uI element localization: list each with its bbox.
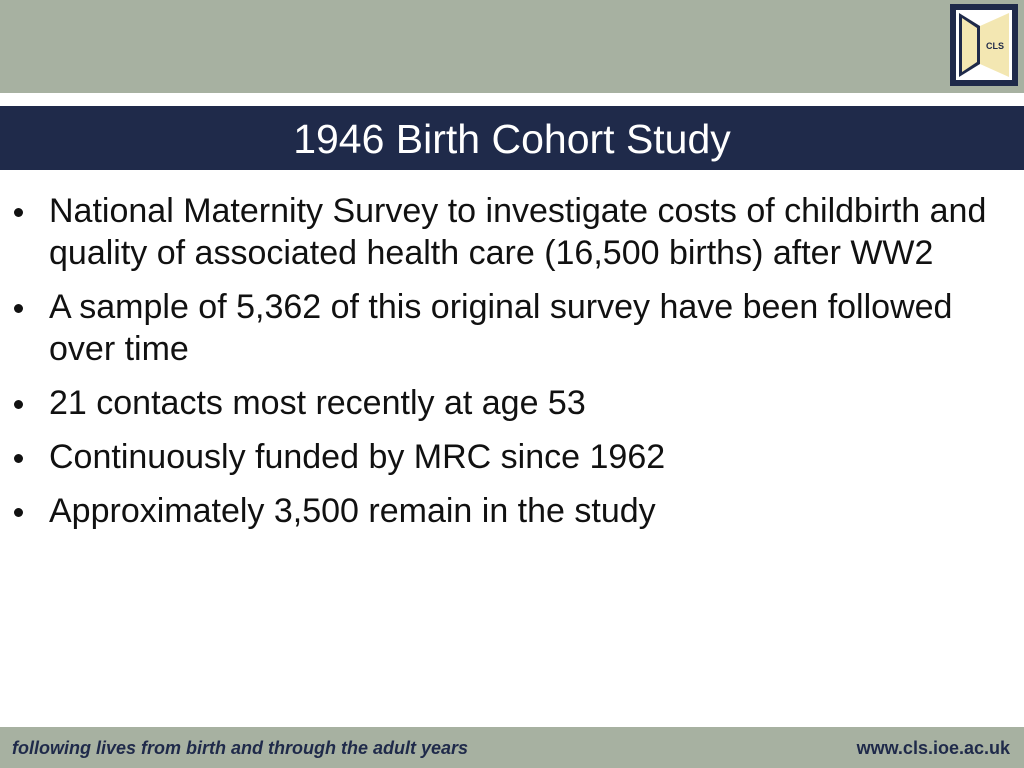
footer-band xyxy=(0,727,1024,768)
bullet-list xyxy=(0,190,1024,544)
bullet-item xyxy=(0,286,1024,370)
bullet-text: National Maternity Survey to investigate costs of childbirth and quality of associated health care (16,500 births) after WW2 xyxy=(49,192,987,272)
bullet-text: 21 contacts most recently at age 53 xyxy=(49,384,586,422)
bullet-icon xyxy=(14,208,23,217)
slide-title: 1946 Birth Cohort Study xyxy=(293,115,731,162)
footer-url[interactable]: www.cls.ioe.ac.uk xyxy=(856,738,1010,758)
title-bar xyxy=(0,106,1024,170)
bullet-icon xyxy=(14,304,23,313)
bullet-text: Continuously funded by MRC since 1962 xyxy=(49,438,666,476)
bullet-item xyxy=(0,436,1024,478)
bullet-icon xyxy=(14,508,23,517)
bullet-item xyxy=(0,382,1024,424)
bullet-icon xyxy=(14,454,23,463)
bullet-item xyxy=(0,490,1024,532)
bullet-icon xyxy=(14,400,23,409)
header-band xyxy=(0,0,1024,93)
cls-logo xyxy=(950,4,1018,86)
bullet-text: Approximately 3,500 remain in the study xyxy=(49,492,656,530)
bullet-text: A sample of 5,362 of this original survey have been followed over time xyxy=(49,288,953,368)
svg-text:CLS: CLS xyxy=(986,41,1004,51)
footer-tagline: following lives from birth and through the adult years xyxy=(12,738,469,758)
bullet-item xyxy=(0,190,1024,274)
